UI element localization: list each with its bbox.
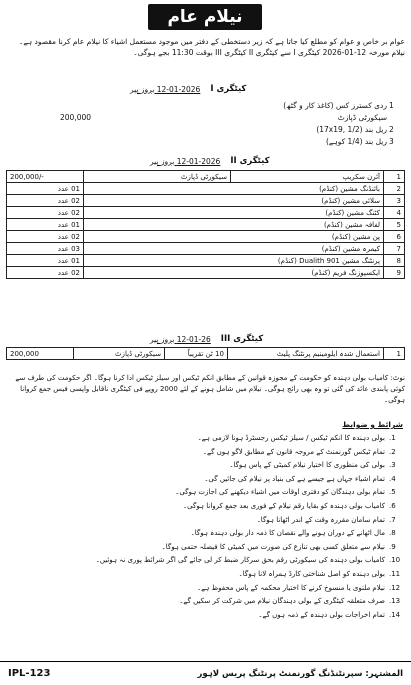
list-item: .13 صرف متعلقہ کیٹگری کے بولی دہندگان نیلام میں شرکت کر سکیں گے۔	[179, 597, 401, 606]
conditions-list	[8, 432, 403, 622]
list-item: 2 ریل بند (17x19, 1/2)	[316, 125, 394, 134]
table-row: 5 لفافہ مشین (کنڈم) 01 عدد	[7, 219, 405, 231]
advertiser-text: المشتہر: سپرنٹنڈنگ گورنمنٹ پرنٹنگ پریس لاہور	[197, 669, 403, 679]
list-item: .5 تمام بولی دہندگان کو دفتری اوقات میں اشیاء دیکھنے کی اجازت ہوگی۔	[175, 488, 396, 497]
table-row: 4 کٹنگ مشین (کنڈم) 02 عدد	[7, 207, 405, 219]
list-item: سیکورٹی ڈپازٹ 200,000	[60, 113, 387, 122]
table-row: 3 سلائی مشین (کنڈم) 02 عدد	[7, 195, 405, 207]
table-row: 1 استعمال شدہ ایلومینیم پرنٹنگ پلیٹ 10 ٹن تقریباً سیکورٹی ڈپازٹ 200,000	[7, 348, 405, 360]
category-1-date: 12-01-2026 بروز پیر	[130, 84, 201, 94]
intro-text: عوام بر خاص و عوام کو مطلع کیا جاتا ہے کہ زیر دستخطی کے دفتر میں موجود مستعمل اشیاء کا نیلام عام کرنا مقصود ہے۔ نیلام مورخہ 12-01-2026 کیٹگری I سے کیٹگری II کیٹگری III بوقت 11:30 بجے ہوگی۔	[18, 37, 405, 57]
deposit-label: سیکورٹی ڈپازٹ	[84, 171, 231, 183]
table-row: 6 پن مشین (کنڈم) 02 عدد	[7, 231, 405, 243]
list-item: .14 تمام اخراجات بولی دہندہ کے ذمہ ہوں گے۔	[258, 610, 401, 619]
notice-title: نیلام عام	[148, 4, 262, 30]
ipl-code: IPL-123	[8, 668, 51, 679]
list-item: .6 کامیاب بولی دہندہ کو بقایا رقم نیلام کے فوری بعد جمع کروانا ہوگی۔	[183, 501, 396, 510]
category-3-title: کیٹگری III	[220, 334, 264, 344]
list-item: .3 بولی کی منظوری کا اختیار نیلام کمیٹی کے پاس ہوگا۔	[229, 461, 396, 470]
table-row: 8 پرنٹنگ مشین 901 Dualith (کنڈم) 01 عدد	[7, 255, 405, 267]
category-2-heading	[150, 156, 270, 166]
deposit-value: 200,000/-	[7, 171, 84, 183]
category-1-title: کیٹگری I	[210, 84, 247, 94]
category-2-title: کیٹگری II	[230, 156, 270, 166]
list-item: .10 کامیاب بولی دہندہ کی سیکورٹی رقم بحق سرکار ضبط کر لی جائے گی اگر شرائط پوری نہ ہوئیں۔	[95, 556, 401, 565]
category-1-list	[60, 100, 403, 148]
list-item: .12 نیلام ملتوی یا منسوخ کرنے کا اختیار محکمہ کے پاس محفوظ ہے۔	[197, 583, 401, 592]
table-row: 2 بائنڈنگ مشین (کنڈم) 01 عدد	[7, 183, 405, 195]
note-text: نوٹ: کامیاب بولی دہندہ کو حکومت کے مجوزہ قوانین کے مطابق انکم ٹیکس اور سیلز ٹیکس ادا کرنا ہوگا۔ اگر حکومت کی طرف سے کوئی پابندی عائد کی گئی تو وہ بھی رائج ہوگی۔ نیلام میں شامل ہونے کے لئے 2000 روپے فی کیٹگری ناقابل واپسی فیس جمع کروانا ہوگی۔	[15, 374, 405, 404]
list-item: .9 نیلام سے متعلق کسی بھی تنازع کی صورت میں کمیٹی کا فیصلہ حتمی ہوگا۔	[161, 542, 396, 551]
category-3-date: 12-01-26 بروز پیر	[150, 334, 211, 344]
list-item: .11 بولی دہندہ کو اصل شناختی کارڈ ہمراہ لانا ہوگا۔	[238, 569, 401, 578]
footer	[0, 661, 411, 685]
table-row: 1 آئرن سکریپ سیکورٹی ڈپازٹ 200,000/-	[7, 171, 405, 183]
list-item: .1 بولی دہندہ کا انکم ٹیکس / سیلز ٹیکس رجسٹرڈ ہونا لازمی ہے۔	[197, 434, 396, 442]
table-row: 9 ایکسپوزنگ فریم (کنڈم) 02 عدد	[7, 267, 405, 279]
list-item: 1 ردی کسترز کس (کاغذ کار و گٹھ)	[283, 101, 394, 110]
list-item: .4 تمام اشیاء جہاں ہے جیسے ہے کی بنیاد پر نیلام کی جائیں گی۔	[204, 474, 396, 483]
list-item: .7 تمام سامان مقررہ وقت کے اندر اٹھانا ہوگا۔	[256, 515, 396, 524]
table-row: 7 کیمرہ مشین (کنڈم) 03 عدد	[7, 243, 405, 255]
conditions-title: شرائط و ضوابط	[342, 420, 403, 429]
category-1-heading	[130, 84, 246, 94]
category-2-table	[6, 170, 405, 279]
category-3-heading	[150, 334, 263, 344]
list-item: .2 تمام ٹیکس گورنمنٹ کے مروجہ قانون کے مطابق لاگو ہوں گے۔	[202, 447, 396, 456]
list-item: 3 ریل بند (1/4 کوہے)	[326, 137, 394, 146]
category-2-date: 12-01-2026 بروز پیر	[150, 156, 221, 166]
list-item: .8 مال اٹھانے کے دوران ہونے والے نقصان کا ذمہ دار بولی دہندہ ہوگا۔	[190, 529, 396, 538]
category-3-table	[6, 347, 405, 360]
